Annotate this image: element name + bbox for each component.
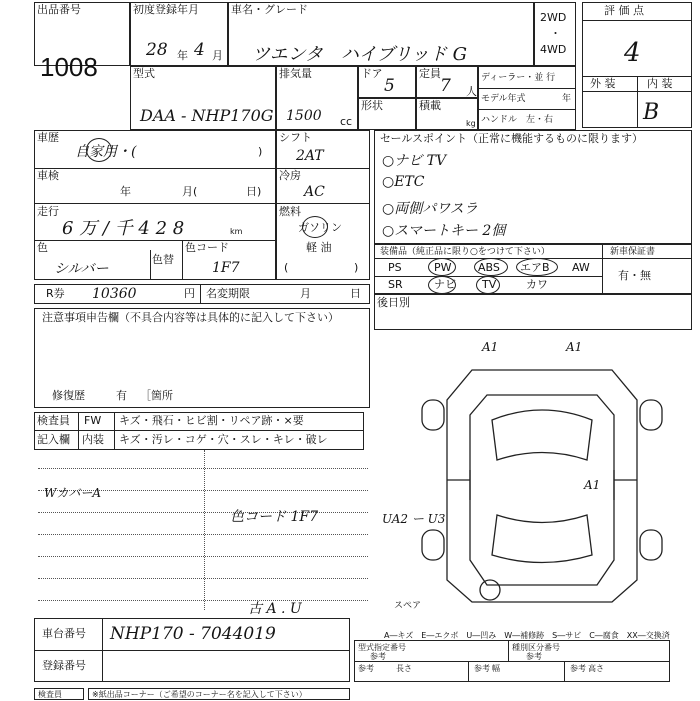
history-paren-close: ) [258, 145, 263, 158]
footer-check-label: 検査員 [38, 690, 62, 699]
height-label: 高さ [588, 664, 604, 673]
rear-right-wheel [640, 530, 662, 560]
rear-window [492, 515, 592, 563]
equipment-abs: ABS [478, 261, 500, 274]
damage-mark: A1 [482, 340, 499, 354]
registration-number-label: 登録番号 [42, 659, 86, 672]
equipment-aw: AW [572, 261, 590, 274]
sales-point-item: ○両側パワスラ [382, 201, 478, 217]
tax-value: 10360 [92, 286, 137, 302]
color-label: 色 [37, 241, 48, 254]
fw-description: キズ・飛石・ヒビ割・リペア跡・×要 [119, 414, 304, 427]
length-label: 長さ [396, 664, 412, 673]
deadline-month: 月 [300, 287, 311, 300]
seats-label: 定員 [419, 67, 441, 80]
chassis-number: NHP170 - 7044019 [110, 624, 276, 644]
car-damage-diagram [402, 340, 682, 620]
width-label: 幅 [492, 664, 500, 673]
tax-label: R券 [46, 287, 65, 300]
front-left-wheel [422, 400, 444, 430]
remarks-label: 記入欄 [37, 433, 70, 446]
fuel-circle [302, 216, 328, 238]
damage-mark: UA2 ー U3 [382, 512, 446, 526]
inspector-label: 検査員 [37, 414, 70, 427]
history-label: 車歴 [37, 131, 59, 144]
damage-legend: A―キズ E―エクボ U―凹み W―補修跡 S―サビ C―腐食 XX―交換済 [384, 631, 670, 640]
history-value: 自家用・( [75, 144, 137, 160]
drive-separator: ・ [550, 27, 561, 40]
category-number-ref: 参考 [526, 652, 542, 661]
color-code-label: 色コード [185, 241, 229, 254]
warranty-value: 有・無 [618, 269, 651, 282]
model-value: DAA - NHP170G [140, 106, 274, 125]
inspection-month-unit: 月( [182, 185, 198, 198]
car-name: ツエンタ ハイブリッド G [252, 44, 468, 65]
grade-label: 評 価 点 [604, 4, 644, 17]
fuel-label: 燃料 [279, 205, 301, 218]
registration-label: 初度登録年月 [133, 3, 199, 16]
tax-box [34, 284, 370, 304]
displacement-label: 排気量 [279, 67, 312, 80]
equipment-leather: カワ [526, 278, 548, 291]
remark-note: 古 A . U [248, 601, 302, 617]
ac-value: AC [304, 184, 325, 200]
registration-year-unit: 年 [177, 49, 188, 62]
equipment-pw: PW [434, 261, 452, 274]
model-label: 型式 [133, 67, 155, 80]
repair-value: 有 [116, 389, 127, 402]
lot-number-label: 出品番号 [37, 3, 81, 16]
fw-label: FW [84, 414, 102, 427]
shape-label: 形状 [361, 99, 383, 112]
interior-label: 内 装 [647, 77, 673, 90]
damage-mark: A1 [566, 340, 583, 354]
sales-point-item: ○ETC [382, 174, 425, 190]
model-year-label: モデル年式 [481, 94, 526, 104]
displacement-unit: cc [340, 115, 353, 128]
doors-value: 5 [384, 76, 395, 96]
type-number-ref: 参考 [370, 652, 386, 661]
fuel-gasoline: ガソリン [298, 221, 342, 234]
inspection-day-unit: 日) [246, 185, 262, 198]
mileage-value: 6 万 / 千 4 2 8 [62, 218, 185, 239]
exterior-label: 外 装 [590, 77, 616, 90]
registration-year: 28 [146, 40, 168, 60]
repair-label: 修復歴 [52, 389, 85, 402]
lot-number: 1008 [40, 52, 98, 82]
damage-mark: A1 [584, 478, 601, 492]
spare-label: スペア [394, 601, 422, 611]
deadline-day: 日 [350, 287, 361, 300]
category-number-label: 種別区分番号 [512, 643, 560, 652]
inspection-year-unit: 年 [120, 185, 131, 198]
remark-note: WカバーA [44, 486, 102, 500]
mileage-unit: km [230, 227, 243, 236]
interior-check-label: 内装 [82, 433, 104, 446]
sales-point-item: ○スマートキー 2個 [382, 223, 506, 239]
rear-box [374, 294, 692, 330]
sales-point-item: ○ナビ TV [382, 153, 447, 169]
type-number-label: 型式指定番号 [358, 643, 406, 652]
mileage-label: 走行 [37, 205, 59, 218]
shift-value: 2AT [296, 148, 324, 164]
equipment-label: 装備品（純正品に限り○をつけて下さい） [380, 247, 550, 257]
fuel-paren-open: ( [284, 261, 289, 274]
rear-label: 後日別 [377, 296, 410, 309]
rear-left-wheel [422, 530, 444, 560]
deadline-label: 名変期限 [206, 287, 250, 300]
history-circle [86, 138, 112, 162]
model-year-unit: 年 [562, 94, 572, 104]
fuel-diesel: 軽 油 [306, 241, 332, 254]
equipment-tv: TV [482, 278, 497, 291]
ac-label: 冷房 [279, 169, 301, 182]
warranty-label: 新車保証書 [610, 247, 656, 257]
windshield [492, 410, 592, 460]
registration-month: 4 [194, 40, 205, 60]
notes-label: 注意事項申告欄（不具合内容等は具体的に記入して下さい） [42, 311, 339, 324]
equipment-navi: ナビ [434, 278, 456, 291]
car-name-label: 車名・グレード [231, 3, 308, 16]
sales-points-label: セールスポイント（正常に機能するものに限ります） [380, 132, 644, 145]
equipment-sr: SR [388, 278, 403, 291]
repair-place: ［箇所 [140, 389, 173, 402]
seats-value: 7 [440, 76, 451, 96]
interior-description: キズ・汚レ・コゲ・穴・スレ・キレ・破レ [119, 433, 328, 446]
interior-grade: B [643, 100, 660, 125]
tax-unit: 円 [184, 287, 195, 300]
drive-2wd: 2WD [540, 11, 567, 24]
load-unit: kg [466, 119, 476, 128]
handle-label: ハンドル 左・右 [481, 115, 554, 125]
chassis-label: 車台番号 [42, 627, 86, 640]
seats-unit: 人 [466, 85, 477, 98]
color-code-value: 1F7 [212, 260, 240, 276]
height-ref: 参考 [570, 664, 586, 673]
repaint-label: 色替 [152, 253, 174, 266]
remark-note: 色コード 1F7 [230, 509, 318, 525]
inspection-label: 車検 [37, 169, 59, 182]
load-label: 積載 [419, 99, 441, 112]
dealer-label: ディーラー・並 行 [481, 73, 556, 83]
equipment-airbag: エアB [520, 261, 550, 274]
footer-note: ※紙出品コーナー（ご希望のコーナー名を記入して下さい） [92, 690, 307, 699]
front-right-wheel [640, 400, 662, 430]
fuel-paren-close: ) [354, 261, 359, 274]
registration-month-unit: 月 [212, 49, 223, 62]
color-value: シルバー [54, 261, 109, 277]
grade-value: 4 [624, 38, 641, 68]
spare-tire [480, 580, 500, 600]
drive-4wd: 4WD [540, 43, 567, 56]
doors-label: ドア [361, 67, 383, 80]
displacement-value: 1500 [286, 108, 322, 124]
length-ref: 参考 [358, 664, 374, 673]
shift-label: シフト [279, 131, 312, 144]
equipment-ps: PS [388, 261, 402, 274]
width-ref: 参考 [474, 664, 490, 673]
